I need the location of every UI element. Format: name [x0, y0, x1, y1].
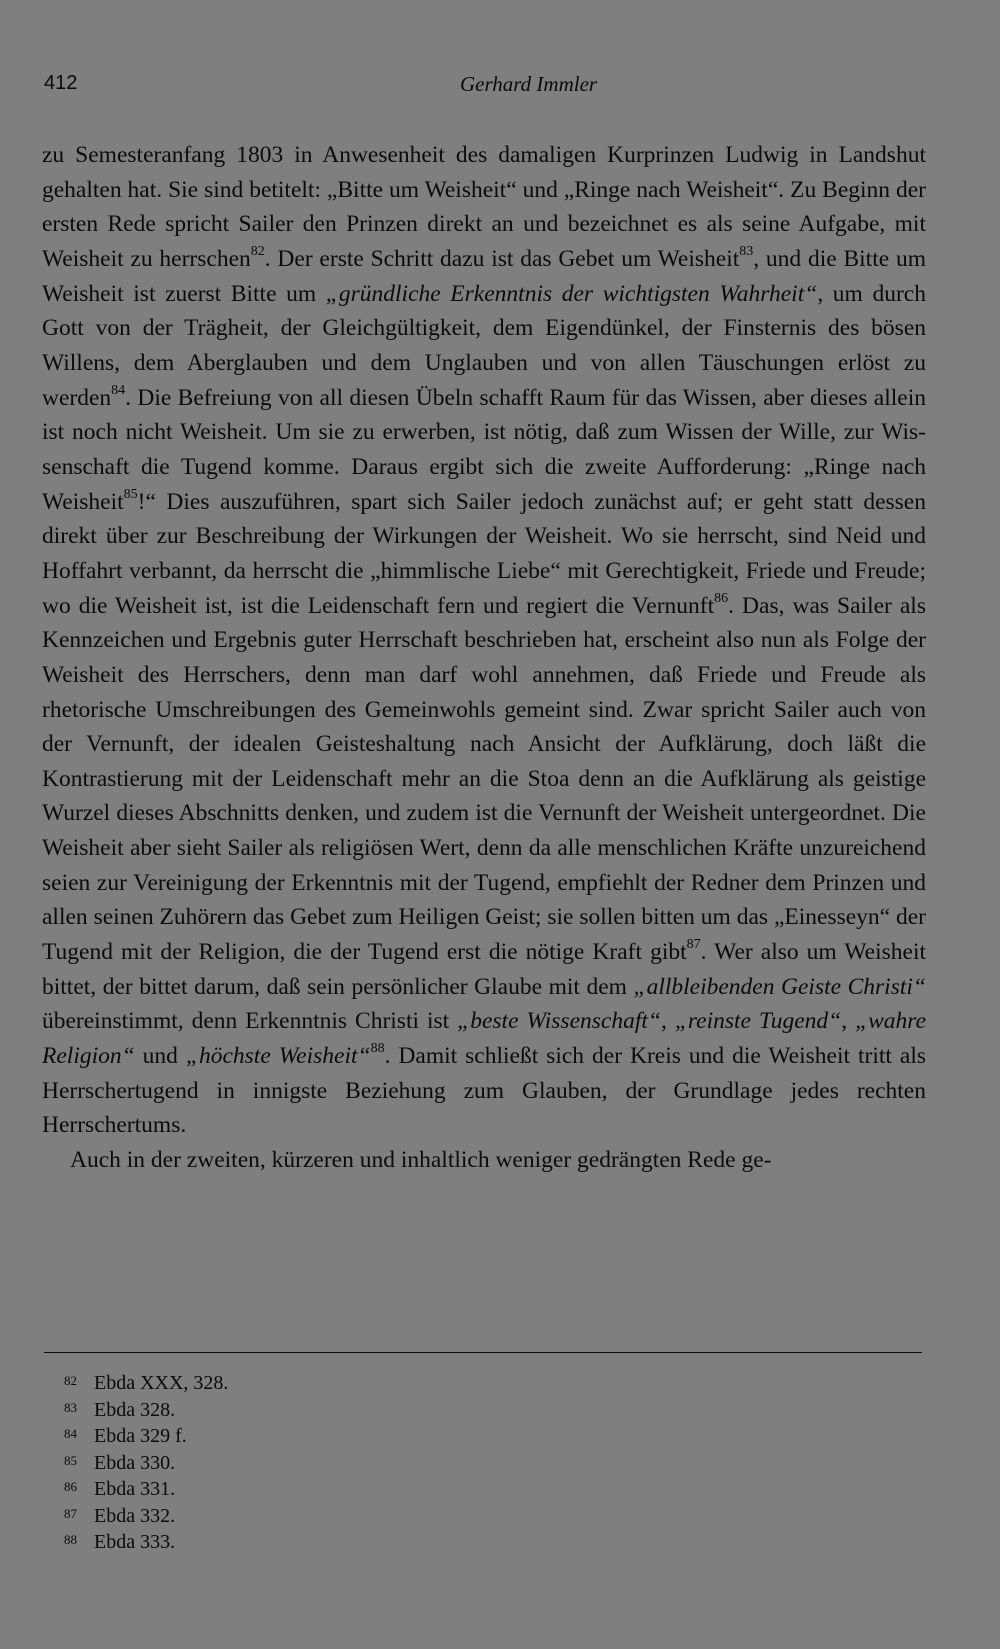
footnote-87	[64, 1503, 228, 1530]
footnote-text: Ebda 329 f.	[94, 1425, 187, 1447]
footnote-ref-83: 83	[739, 244, 754, 260]
footnotes	[64, 1370, 228, 1556]
footnote-85	[64, 1450, 228, 1477]
quote-italic: „beste Wissenschaft“	[457, 1008, 661, 1035]
running-head: Gerhard Immler	[460, 72, 598, 96]
footnote-ref-88: 88	[370, 1041, 385, 1057]
footnote-number: 87	[64, 1505, 77, 1521]
paragraph-2: Auch in der zweiten, kürzeren und inhaltlich weniger gedrängten Rede ge-	[70, 1147, 772, 1174]
text-run: und	[134, 1043, 186, 1070]
footnote-ref-86: 86	[714, 590, 729, 606]
text-run: . Der erste Schritt dazu ist das Gebet um Weisheit	[264, 245, 740, 272]
quote-italic: „allbleibenden Geiste Christi“	[633, 973, 926, 1000]
page-number: 412	[44, 72, 78, 94]
footnote-84	[64, 1423, 228, 1450]
text-run: zu Semesteranfang 1803 in Anwesenheit des damaligen Kurprinzen Ludwig in Landshut gehalten hat. Sie sind betitelt: „Bitte um Weisheit“ und „Ringe nach Weisheit“. Zu Beginn der ersten Rede spricht Sailer den Prinzen direkt an und bezeichnet es als seine Aufgabe, mit Weisheit zu herrschen	[42, 142, 926, 272]
footnote-number: 88	[64, 1532, 77, 1547]
footnote-82	[64, 1370, 228, 1397]
main-text	[42, 138, 926, 1178]
quote-italic: „gründliche Erkenntnis der wichtigsten Wahrheit“	[325, 280, 818, 307]
quote-italic: „höchste Weisheit“	[185, 1043, 371, 1070]
footnote-text: Ebda 331.	[94, 1478, 176, 1500]
text-run: ,	[841, 1008, 856, 1035]
text-run: . Die Befreiung von all diesen Übeln schafft Raum für das Wissen, aber dieses allein ist noch nicht Weisheit. Um sie zu erwerben, ist nötig, daß zum Wissen der Wille, zur Wissenschaft die Tugend komme. Daraus ergibt sich die zweite Aufforderung: „Ringe nach Weisheit	[42, 384, 926, 515]
footnote-88	[64, 1529, 228, 1556]
footnote-number: 82	[64, 1373, 77, 1388]
text-run: . Wer also um Weisheit bittet, der bittet darum, daß sein persönlicher Glaube mit dem	[42, 939, 926, 1000]
text-run: ,	[660, 1008, 675, 1035]
text-run: übereinstimmt, denn Erkenntnis Christi ist	[42, 1008, 458, 1035]
footnote-text: Ebda XXX, 328.	[94, 1372, 229, 1394]
text-run: . Das, was Sailer als Kennzeichen und Ergebnis guter Herrschaft beschrieben hat, erscheint also nun als Folge der Weisheit des Herrschers, denn man darf wohl annehmen, daß Friede und Freude als rhetorische Umschreibungen des Gemeinwohls gemeint sind. Zwar spricht Sailer auch von der Vernunft, der idealen Geisteshaltung nach Ansicht der Aufklärung, doch läßt die Kontrastierung mit der Leidenschaft mehr an die Stoa denn an die Aufklärung als geistige Wurzel dieses Abschnitts denken, und zudem ist die Vernunft der Weisheit untergeordnet. Die Weisheit aber sieht Sailer als religiösen Wert, denn da alle menschlichen Kräfte unzureichend seien zur Vereinigung der Erkenntnis mit der Tugend, empfiehlt der Redner dem Prinzen und allen seinen Zuhörern das Gebet zum Heiligen Geist; sie sollen bitten um das „Einesseyn“ der Tugend mit der Religion, die der Tugend erst die nötige Kraft gibt	[42, 592, 926, 966]
footnote-separator	[44, 1352, 922, 1353]
footnote-text: Ebda 332.	[94, 1504, 176, 1527]
footnote-number: 83	[64, 1399, 77, 1415]
footnote-86	[64, 1476, 228, 1503]
footnote-number: 85	[64, 1452, 77, 1468]
footnote-text: Ebda 333.	[94, 1531, 176, 1553]
text-run: , und die Bitte um Weisheit ist zuerst Bitte um	[42, 245, 926, 307]
text-run: . Damit schließt sich der Kreis und die Weisheit tritt als Herrschertugend in innigste Beziehung zum Glauben, der Grundlage jedes rechten Herrschertums.	[42, 1043, 927, 1139]
footnote-text: Ebda 328.	[94, 1398, 176, 1421]
text-run: !“ Dies auszuführen, spart sich Sailer jedoch zunächst auf; er geht statt dessen direkt über zur Beschreibung der Wirkungen der Weisheit. Wo sie herrscht, sind Neid und Hoffahrt verbannt, da herrscht die „himmlische Liebe“ mit Gerechtigkeit, Friede und Freude; wo die Weisheit ist, ist die Leidenschaft fern und regiert die Vernunft	[42, 488, 926, 619]
footnote-number: 86	[64, 1479, 77, 1494]
footnote-ref-84: 84	[111, 382, 126, 398]
page-header	[44, 72, 924, 104]
text-run: , um durch Gott von der Trägheit, der Gleichgültigkeit, dem Eigendünkel, der Finsternis des bösen Willens, dem Aberglauben und dem Unglauben und von allen Täuschungen erlöst zu werden	[42, 280, 926, 411]
footnote-83	[64, 1397, 228, 1424]
quote-italic: „reinste Tugend“	[674, 1008, 842, 1035]
paragraph-1	[42, 138, 926, 1143]
footnote-ref-82: 82	[250, 244, 265, 260]
footnote-text: Ebda 330.	[94, 1451, 176, 1474]
footnote-ref-87: 87	[686, 937, 701, 953]
footnote-number: 84	[64, 1426, 77, 1441]
footnote-ref-85: 85	[123, 486, 138, 502]
quote-italic: „wahre Religion“	[42, 1008, 927, 1070]
